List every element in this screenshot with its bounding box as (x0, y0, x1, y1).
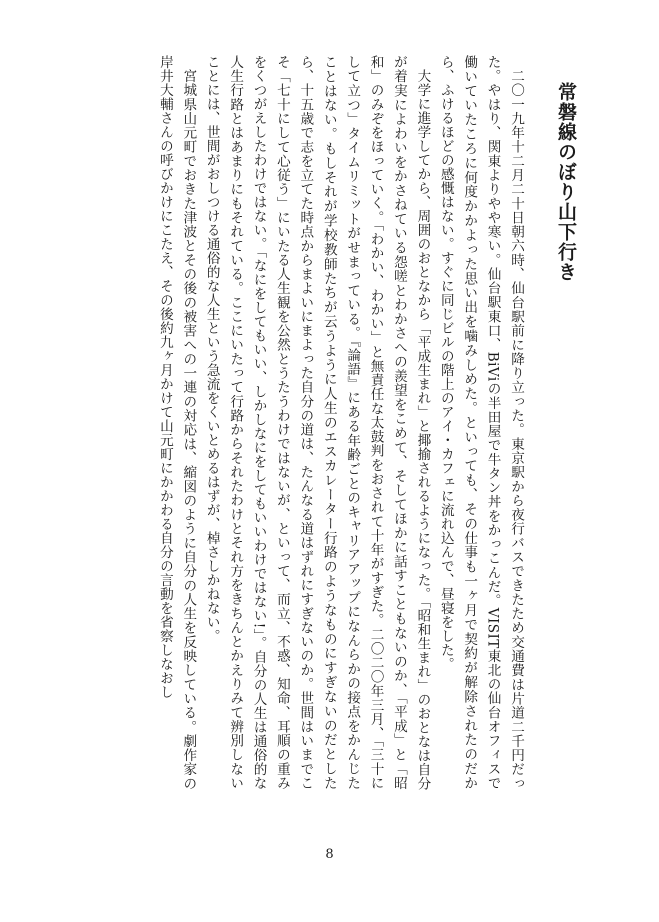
paragraph-3: 宮城県山元町でおきた津波とその後の被害への一連の対応は、縮図のように自分の人生を反映している。劇作家の岸井大輔さんの呼びかけにこたえ、その後約九ヶ月かけて山元町にかかわる自分の言動を省察しなおし (156, 55, 197, 790)
page-number: 8 (325, 847, 334, 862)
paragraph-2: 大学に進学してから、周囲のおとなから「平成生まれ」と揶揄されるようになった。「昭和生まれ」のおとなは自分が着実によわいをかさねている怨嗟とわかさへの羨望をこめて、そしてほかに話すこともないのか、「平成」と「昭和」のみぞをほっていく。「わかい、わかい」と無責任な太鼓判をおされて十年がすぎた。二〇二〇年三月、「三十にして立つ」タイムリミットがせまっている。『論語』にある年齢ごとのキャリアアップになんらかの接点をかんじたことはない。もしそれが学校教師たちが云うように人生のエスカレーター行路のようなものにすぎないのだとしたら、十五歳で志を立てた時点からまよいにまよった自分の道は、たんなる道はずれにすぎないのか。世間はいまでこそ「七十にして心従う」にいたる人生観を公然とうたうわけではないが、といって、而立、不惑、知命、耳順の重みをくつがえしたわけではない。「なにをしてもいい、しかしなにをしてもいいわけではない!」。自分の人生は通俗的な人生行路とはあまりにもそれている。ここにいたって行路からそれたわけとそれ方をきちんとかえりみて辨別しないことには、世間がおしつける通俗的な人生という急流をくいとめるはずが、棹さしかねない。 (203, 55, 431, 790)
chapter-title: 常磐線のぼり山下行き (555, 82, 577, 282)
paragraph-1: 二〇一九年十二月二十日朝六時、仙台駅前に降り立った。東京駅から夜行バスできたため交通費は片道二千円だった。やはり、関東よりやや寒い。仙台駅東口、BiViの半田屋で牛タン丼をかっこんだ。VISIT東北の仙台オフィスで働いていたころに何度かかよった思い出を噛みしめた。といっても、その仕事も一ヶ月で契約が解除されたのだから、ふけるほどの感慨はない。すぐに同じビルの階上のアイ・カフェに流れ込んで、昼寝をした。 (437, 55, 524, 790)
body-text (101, 55, 527, 790)
